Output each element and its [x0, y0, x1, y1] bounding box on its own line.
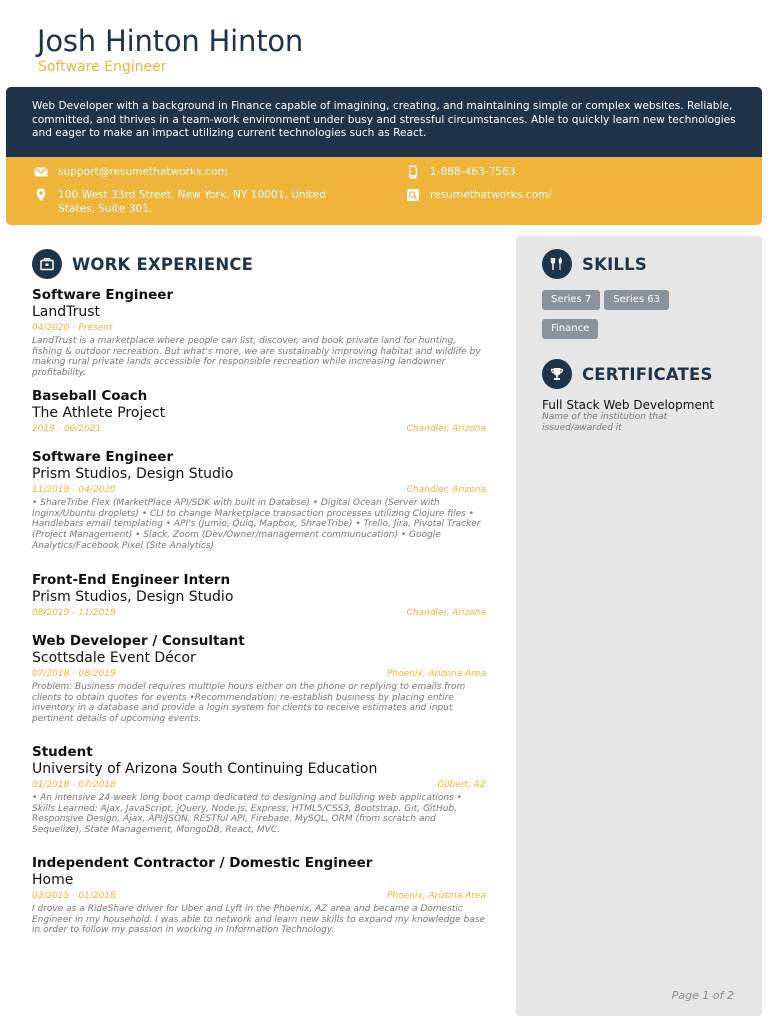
job-location: Gilbert, AZ	[437, 780, 486, 790]
job-description: I drove as a RideShare driver for Uber and Lyft in the Phoenix, AZ area and became a Domestic Engineer in my household. I was able to network and learn new skills to expand my knowledge base in order to follow my passion in working in Information Technology.	[32, 904, 485, 936]
certificates-heading	[542, 359, 713, 389]
job-dates: 07/2018 - 08/2019	[32, 669, 116, 679]
job-meta	[32, 668, 486, 682]
job-entry	[32, 287, 486, 379]
job-title: Student	[32, 744, 93, 760]
job-description: Problem: Business model requires multiple hours either on the phone or replying to emails from clients to obtain quotes for events •Recommendation: re-establish business by placing entire inventory in a database and provide a login system for clients to receive estimates and input pertinent details of upcoming events.	[32, 682, 466, 725]
summary-text: Web Developer with a background in Finance capable of imagining, creating, and maintaining simple or complex websites. Reliable, committed, and thrives in a team-work environment under busy and stressful circumstances. Able to quickly learn new technologies and eager to make an impact utilizing current technologies such as React.	[32, 100, 736, 139]
job-entry	[32, 572, 486, 621]
mail-icon	[34, 165, 48, 179]
job-meta	[32, 484, 486, 498]
job-title: Software Engineer	[32, 287, 174, 303]
job-title: Software Engineer	[32, 449, 174, 465]
contact-address	[34, 188, 334, 216]
job-dates: 01/2018 - 07/2018	[32, 780, 116, 790]
job-entry	[32, 388, 486, 437]
job-location: Phoenix, Arizona Area	[386, 891, 486, 901]
job-meta	[32, 890, 486, 904]
job-meta	[32, 779, 486, 793]
tools-icon	[542, 249, 572, 279]
trophy-icon	[542, 359, 572, 389]
work-experience-heading	[32, 249, 253, 279]
skill-tag: Finance	[542, 319, 598, 339]
job-location: Phoenix, Arizona Area	[386, 669, 486, 679]
job-company: Prism Studios, Design Studio	[32, 466, 234, 482]
job-entry	[32, 449, 486, 552]
job-entry	[32, 855, 486, 936]
page-number: Page 1 of 2	[671, 989, 734, 1002]
candidate-name: Josh Hinton Hinton	[37, 24, 304, 58]
summary-panel	[6, 87, 762, 157]
job-meta	[32, 322, 486, 336]
job-company: Prism Studios, Design Studio	[32, 589, 234, 605]
job-entry	[32, 744, 486, 836]
job-company: LandTrust	[32, 304, 101, 320]
job-dates: 03/2015 - 01/2018	[32, 891, 116, 901]
contact-phone[interactable]	[406, 165, 516, 179]
job-description: • ShareTribe Flex (MarketPlace API/SDK with built in Databse) • Digital Ocean (Server with Inginx/Ubuntu droplets) • CLI to change Marketplace transaction processes utilizing Clojure files • Handlebars email templating • API's (Jumio, Quiq, Mapbox, ShraeTribe) • Trello, Jira, Pivotal Tracker (Project Management) • Slack, Zoom (Dev/Owner/management communucation) • Google Analytics/Facebook Pixel (Site Analytics)	[32, 498, 481, 551]
job-company: University of Arizona South Continuing Education	[32, 761, 378, 777]
phone-icon	[406, 165, 420, 179]
website-text: resumethatworks.com/	[430, 189, 552, 201]
job-dates: 11/2019 - 04/2020	[32, 485, 116, 495]
job-meta	[32, 607, 486, 621]
section-title: CERTIFICATES	[582, 364, 713, 384]
candidate-role: Software Engineer	[38, 59, 167, 75]
job-location: Chandler, Arizona	[406, 485, 486, 495]
web-icon	[406, 188, 420, 202]
job-location: Chandler, Arizona	[406, 424, 486, 434]
job-company: Scottsdale Event Décor	[32, 650, 196, 666]
job-dates: 2019 - 06/2021	[32, 424, 102, 434]
sidebar-panel	[516, 236, 762, 1016]
job-description: • An intensive 24-week long boot camp dedicated to designing and building web applications • Skills Learned: Ajax, JavaScript, jQuery, Node.js, Express, HTML5/CSS3, Bootstrap, Git, GitHub, Responsive Design, Ajax, API/JSON, RESTful API, Firebase, MySQL, ORM (from scratch and Sequelize), State Management, MongoDB, React, MVC.	[32, 793, 462, 836]
location-icon	[34, 188, 48, 202]
job-title: Independent Contractor / Domestic Engineer	[32, 855, 373, 871]
skills-heading	[542, 249, 647, 279]
briefcase-icon	[32, 249, 62, 279]
skill-tag: Series 7	[542, 290, 600, 310]
job-dates: 04/2020 - Present	[32, 323, 113, 333]
address-text: 100 West 33rd Street, New York, NY 10001, United States, Suite 301.	[58, 189, 326, 215]
job-company: Home	[32, 872, 74, 888]
section-title: WORK EXPERIENCE	[72, 254, 254, 274]
job-title: Front-End Engineer Intern	[32, 572, 231, 588]
section-title: SKILLS	[582, 254, 647, 274]
contact-website[interactable]	[406, 188, 552, 202]
email-text: support@resumethatworks.com	[58, 166, 228, 178]
job-title: Web Developer / Consultant	[32, 633, 245, 649]
job-location: Chandler, Arizona	[406, 608, 486, 618]
job-title: Baseball Coach	[32, 388, 148, 404]
contact-email[interactable]	[34, 165, 228, 179]
certificate-institution: Name of the institution that issued/awarded it	[542, 412, 668, 433]
contact-panel	[6, 157, 762, 225]
job-meta	[32, 423, 486, 437]
skills-list	[542, 287, 742, 345]
job-company: The Athlete Project	[32, 405, 166, 421]
job-dates: 08/2019 - 11/2019	[32, 608, 116, 618]
certificate-name: Full Stack Web Development	[542, 398, 715, 412]
skill-tag: Series 63	[604, 290, 669, 310]
job-entry	[32, 633, 486, 725]
job-description: LandTrust is a marketplace where people can list, discover, and book private land for hunting, fishing & outdoor recreation. But what's more, we are sustainably improving habitat and wildlife by making rural private lands accessible for responsible recreation while increasing landowner profitability.	[32, 336, 481, 379]
phone-text: 1-888-463-7563	[430, 166, 516, 178]
